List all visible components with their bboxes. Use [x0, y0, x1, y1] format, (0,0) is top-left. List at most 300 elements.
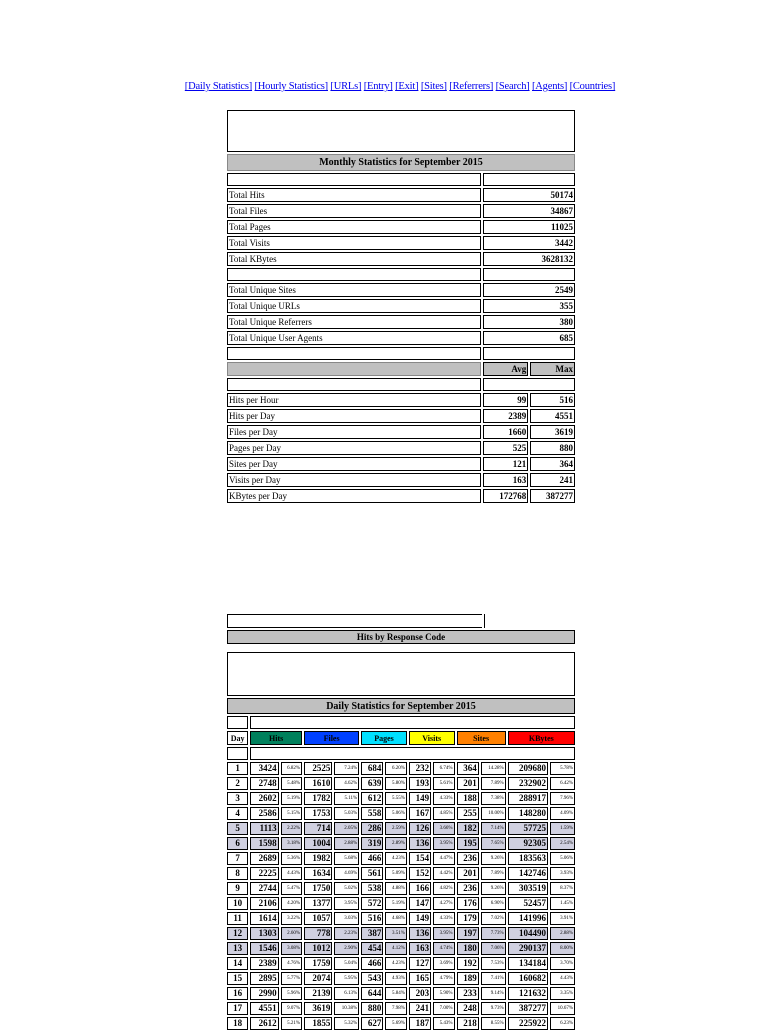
- count-cell: 142746: [508, 867, 548, 880]
- count-cell: 201: [457, 777, 479, 790]
- table-row: [227, 792, 575, 805]
- percent-cell: 5.95%: [334, 972, 359, 985]
- count-cell: 543: [361, 972, 383, 985]
- percent-cell: 4.68%: [385, 912, 406, 925]
- stat-avg: 121: [483, 457, 528, 471]
- count-cell: 684: [361, 762, 383, 775]
- percent-cell: 5.03%: [334, 807, 359, 820]
- percent-cell: 2.23%: [334, 927, 359, 940]
- column-header: KBytes: [508, 731, 575, 745]
- header-blank-cell: [227, 110, 575, 152]
- percent-cell: 4.42%: [433, 867, 454, 880]
- count-cell: 558: [361, 807, 383, 820]
- count-cell: 2525: [304, 762, 332, 775]
- stat-row: [227, 220, 575, 234]
- summary-title: Monthly Statistics for September 2015: [227, 154, 575, 171]
- percent-cell: 3.35%: [550, 987, 575, 1000]
- stat-value: 3442: [483, 236, 575, 250]
- day-cell: 15: [227, 972, 248, 985]
- nav-link[interactable]: [Entry]: [363, 81, 393, 92]
- count-cell: 1750: [304, 882, 332, 895]
- stat-label: Total Unique Referrers: [227, 315, 481, 329]
- count-cell: 152: [409, 867, 431, 880]
- day-cell: 14: [227, 957, 248, 970]
- count-cell: 126: [409, 822, 431, 835]
- percent-cell: 9.73%: [481, 1002, 506, 1015]
- nav-link[interactable]: [Countries]: [569, 81, 616, 92]
- table-row: [227, 807, 575, 820]
- count-cell: 248: [457, 1002, 479, 1015]
- count-cell: 163: [409, 942, 431, 955]
- count-cell: 104490: [508, 927, 548, 940]
- percent-cell: 4.62%: [334, 777, 359, 790]
- monthly-summary-table: [225, 108, 577, 505]
- day-cell: 8: [227, 867, 248, 880]
- nav-link[interactable]: [Daily Statistics]: [184, 81, 253, 92]
- percent-cell: 9.26%: [481, 882, 506, 895]
- avg-header: Avg: [483, 362, 528, 376]
- count-cell: 176: [457, 897, 479, 910]
- count-cell: 2895: [250, 972, 278, 985]
- count-cell: 52457: [508, 897, 548, 910]
- percent-cell: 7.89%: [481, 777, 506, 790]
- percent-cell: 7.98%: [385, 1002, 406, 1015]
- percent-cell: 3.51%: [385, 927, 406, 940]
- blank-header-cell: [227, 362, 481, 376]
- count-cell: 286: [361, 822, 383, 835]
- stat-row: [227, 204, 575, 218]
- nav-link[interactable]: [Hourly Statistics]: [254, 81, 328, 92]
- percent-cell: 5.09%: [385, 867, 406, 880]
- table-row: [227, 942, 575, 955]
- count-cell: 644: [361, 987, 383, 1000]
- stat-value: 2549: [483, 283, 575, 297]
- percent-cell: 4.82%: [433, 882, 454, 895]
- percent-cell: 5.77%: [281, 972, 302, 985]
- nav-link[interactable]: [URLs]: [330, 81, 362, 92]
- count-cell: 1782: [304, 792, 332, 805]
- percent-cell: 3.03%: [334, 912, 359, 925]
- stat-value: 34867: [483, 204, 575, 218]
- stat-label: Sites per Day: [227, 457, 481, 471]
- percent-cell: 5.19%: [385, 897, 406, 910]
- percent-cell: 4.93%: [385, 972, 406, 985]
- count-cell: 612: [361, 792, 383, 805]
- percent-cell: 5.96%: [281, 987, 302, 1000]
- table-row: [227, 987, 575, 1000]
- percent-cell: 5.02%: [334, 882, 359, 895]
- percent-cell: 5.90%: [433, 987, 454, 1000]
- count-cell: 2389: [250, 957, 278, 970]
- percent-cell: 5.78%: [550, 762, 575, 775]
- count-cell: 1303: [250, 927, 278, 940]
- stat-label: Total Unique URLs: [227, 299, 481, 313]
- count-cell: 121632: [508, 987, 548, 1000]
- count-cell: 197: [457, 927, 479, 940]
- count-cell: 538: [361, 882, 383, 895]
- count-cell: 3619: [304, 1002, 332, 1015]
- stat-label: Total Unique User Agents: [227, 331, 481, 345]
- count-cell: 778: [304, 927, 332, 940]
- count-cell: 290137: [508, 942, 548, 955]
- day-cell: 1: [227, 762, 248, 775]
- percent-cell: 7.65%: [481, 837, 506, 850]
- count-cell: 147: [409, 897, 431, 910]
- count-cell: 1610: [304, 777, 332, 790]
- percent-cell: 3.95%: [334, 897, 359, 910]
- stat-row: [227, 236, 575, 250]
- count-cell: 880: [361, 1002, 383, 1015]
- stat-avg: 2389: [483, 409, 528, 423]
- blank-row: [227, 173, 575, 186]
- count-cell: 195: [457, 837, 479, 850]
- percent-cell: 5.19%: [281, 792, 302, 805]
- blank-row: [227, 716, 575, 729]
- count-cell: 2612: [250, 1017, 278, 1030]
- count-cell: 2074: [304, 972, 332, 985]
- nav-link[interactable]: [Agents]: [532, 81, 568, 92]
- percent-cell: 2.54%: [550, 837, 575, 850]
- response-code-table: [225, 612, 577, 646]
- response-code-title: Hits by Response Code: [227, 630, 575, 644]
- day-cell: 2: [227, 777, 248, 790]
- percent-cell: 5.55%: [385, 792, 406, 805]
- day-cell: 7: [227, 852, 248, 865]
- percent-cell: 4.27%: [433, 897, 454, 910]
- percent-cell: 2.88%: [334, 837, 359, 850]
- count-cell: 166: [409, 882, 431, 895]
- count-cell: 188: [457, 792, 479, 805]
- count-cell: 241: [409, 1002, 431, 1015]
- stat-max: 387277: [530, 489, 575, 503]
- percent-cell: 9.14%: [481, 987, 506, 1000]
- blank-cell: [227, 747, 248, 760]
- percent-cell: 3.18%: [281, 837, 302, 850]
- stat-row: [227, 409, 575, 423]
- count-cell: 1982: [304, 852, 332, 865]
- stat-row: [227, 283, 575, 297]
- percent-cell: 1.45%: [550, 897, 575, 910]
- stat-max: 3619: [530, 425, 575, 439]
- daily-title-row: [227, 698, 575, 714]
- stat-label: Hits per Hour: [227, 393, 481, 407]
- stat-value: 11025: [483, 220, 575, 234]
- count-cell: 179: [457, 912, 479, 925]
- stat-label: Files per Day: [227, 425, 481, 439]
- percent-cell: 2.59%: [385, 822, 406, 835]
- count-cell: 218: [457, 1017, 479, 1030]
- percent-cell: 10.67%: [550, 1002, 575, 1015]
- percent-cell: 6.74%: [433, 762, 454, 775]
- max-header: Max: [530, 362, 575, 376]
- nav-link[interactable]: [Search]: [495, 81, 530, 92]
- count-cell: 4551: [250, 1002, 278, 1015]
- day-cell: 11: [227, 912, 248, 925]
- table-row: [227, 777, 575, 790]
- count-cell: 319: [361, 837, 383, 850]
- percent-cell: 5.61%: [433, 777, 454, 790]
- count-cell: 2602: [250, 792, 278, 805]
- percent-cell: 5.47%: [281, 882, 302, 895]
- count-cell: 193: [409, 777, 431, 790]
- percent-cell: 4.20%: [281, 897, 302, 910]
- stat-max: 4551: [530, 409, 575, 423]
- percent-cell: 5.80%: [385, 777, 406, 790]
- day-cell: 3: [227, 792, 248, 805]
- count-cell: 180: [457, 942, 479, 955]
- blank-row: [227, 347, 575, 360]
- percent-cell: 4.85%: [433, 807, 454, 820]
- daily-title: Daily Statistics for September 2015: [227, 698, 575, 714]
- count-cell: 182: [457, 822, 479, 835]
- column-header: Hits: [250, 731, 302, 745]
- count-cell: 516: [361, 912, 383, 925]
- count-cell: 148280: [508, 807, 548, 820]
- day-cell: 9: [227, 882, 248, 895]
- percent-cell: 2.90%: [334, 942, 359, 955]
- percent-cell: 5.36%: [281, 852, 302, 865]
- stat-row: [227, 252, 575, 266]
- count-cell: 160682: [508, 972, 548, 985]
- count-cell: 149: [409, 792, 431, 805]
- percent-cell: 7.24%: [334, 762, 359, 775]
- blank-cell: [227, 378, 481, 391]
- count-cell: 2225: [250, 867, 278, 880]
- count-cell: 466: [361, 957, 383, 970]
- percent-cell: 7.02%: [481, 912, 506, 925]
- stat-value: 355: [483, 299, 575, 313]
- day-cell: 4: [227, 807, 248, 820]
- day-cell: 18: [227, 1017, 248, 1030]
- count-cell: 236: [457, 852, 479, 865]
- count-cell: 572: [361, 897, 383, 910]
- percent-cell: 5.06%: [550, 852, 575, 865]
- percent-cell: 3.91%: [550, 912, 575, 925]
- percent-cell: 3.22%: [281, 912, 302, 925]
- count-cell: 154: [409, 852, 431, 865]
- count-cell: 3424: [250, 762, 278, 775]
- percent-cell: 3.70%: [550, 957, 575, 970]
- count-cell: 232: [409, 762, 431, 775]
- stat-row: [227, 188, 575, 202]
- percent-cell: 8.55%: [481, 1017, 506, 1030]
- percent-cell: 7.53%: [481, 957, 506, 970]
- count-cell: 136: [409, 927, 431, 940]
- percent-cell: 7.89%: [481, 867, 506, 880]
- percent-cell: 5.06%: [385, 807, 406, 820]
- stat-row: [227, 457, 575, 471]
- percent-cell: 8.37%: [550, 882, 575, 895]
- count-cell: 189: [457, 972, 479, 985]
- stat-row: [227, 315, 575, 329]
- percent-cell: 7.06%: [481, 942, 506, 955]
- percent-cell: 6.20%: [385, 762, 406, 775]
- day-cell: 6: [227, 837, 248, 850]
- day-cell: 5: [227, 822, 248, 835]
- stat-row: [227, 441, 575, 455]
- count-cell: 209680: [508, 762, 548, 775]
- summary-title-row: [227, 154, 575, 171]
- percent-cell: 3.93%: [550, 867, 575, 880]
- count-cell: 1377: [304, 897, 332, 910]
- count-cell: 454: [361, 942, 383, 955]
- blank-row: [227, 747, 575, 760]
- percent-cell: 14.28%: [481, 762, 506, 775]
- stat-label: Total Files: [227, 204, 481, 218]
- percent-cell: 7.41%: [481, 972, 506, 985]
- avg-max-header-row: [227, 362, 575, 376]
- percent-cell: 4.43%: [281, 867, 302, 880]
- count-cell: 2744: [250, 882, 278, 895]
- percent-cell: 5.21%: [281, 1017, 302, 1030]
- count-cell: 141996: [508, 912, 548, 925]
- count-cell: 1012: [304, 942, 332, 955]
- count-cell: 561: [361, 867, 383, 880]
- count-cell: 639: [361, 777, 383, 790]
- stat-row: [227, 473, 575, 487]
- count-cell: 466: [361, 852, 383, 865]
- stat-label: KBytes per Day: [227, 489, 481, 503]
- blank-cell: [483, 347, 575, 360]
- count-cell: 1753: [304, 807, 332, 820]
- blank-cell: [484, 614, 575, 628]
- stat-row: [227, 489, 575, 503]
- count-cell: 232902: [508, 777, 548, 790]
- count-cell: 233: [457, 987, 479, 1000]
- count-cell: 187: [409, 1017, 431, 1030]
- day-cell: 10: [227, 897, 248, 910]
- count-cell: 236: [457, 882, 479, 895]
- percent-cell: 7.14%: [481, 822, 506, 835]
- table-row: [227, 822, 575, 835]
- percent-cell: 9.07%: [281, 1002, 302, 1015]
- percent-cell: 3.66%: [433, 822, 454, 835]
- count-cell: 136: [409, 837, 431, 850]
- percent-cell: 4.43%: [550, 972, 575, 985]
- percent-cell: 4.12%: [385, 942, 406, 955]
- percent-cell: 5.04%: [334, 957, 359, 970]
- day-cell: 12: [227, 927, 248, 940]
- percent-cell: 5.11%: [334, 792, 359, 805]
- percent-cell: 4.74%: [433, 942, 454, 955]
- column-header: Sites: [457, 731, 506, 745]
- stat-label: Total Pages: [227, 220, 481, 234]
- count-cell: 364: [457, 762, 479, 775]
- column-header: Files: [304, 731, 359, 745]
- percent-cell: 2.05%: [334, 822, 359, 835]
- count-cell: 1759: [304, 957, 332, 970]
- percent-cell: 6.13%: [334, 987, 359, 1000]
- percent-cell: 5.48%: [281, 777, 302, 790]
- percent-cell: 3.69%: [433, 957, 454, 970]
- stat-label: Pages per Day: [227, 441, 481, 455]
- column-header: Visits: [409, 731, 455, 745]
- blank-row: [227, 378, 575, 391]
- table-row: [227, 867, 575, 880]
- nav-link[interactable]: [Sites]: [420, 81, 447, 92]
- blank-cell: [250, 716, 575, 729]
- count-cell: 288917: [508, 792, 548, 805]
- percent-cell: 5.43%: [433, 1017, 454, 1030]
- table-row: [227, 912, 575, 925]
- stat-label: Visits per Day: [227, 473, 481, 487]
- count-cell: 127: [409, 957, 431, 970]
- count-cell: 627: [361, 1017, 383, 1030]
- percent-cell: 4.23%: [385, 957, 406, 970]
- count-cell: 1004: [304, 837, 332, 850]
- count-cell: 387: [361, 927, 383, 940]
- count-cell: 134184: [508, 957, 548, 970]
- table-row: [227, 927, 575, 940]
- count-cell: 1634: [304, 867, 332, 880]
- blank-cell: [483, 173, 575, 186]
- percent-cell: 4.69%: [334, 867, 359, 880]
- stat-max: 880: [530, 441, 575, 455]
- stat-label: Total KBytes: [227, 252, 481, 266]
- column-header: Pages: [361, 731, 407, 745]
- percent-cell: 3.95%: [433, 837, 454, 850]
- nav-link[interactable]: [Exit]: [395, 81, 419, 92]
- count-cell: 303519: [508, 882, 548, 895]
- percent-cell: 6.82%: [281, 762, 302, 775]
- percent-cell: 10.38%: [334, 1002, 359, 1015]
- count-cell: 2990: [250, 987, 278, 1000]
- table-row: [227, 957, 575, 970]
- stat-max: 516: [530, 393, 575, 407]
- stat-row: [227, 299, 575, 313]
- stat-value: 380: [483, 315, 575, 329]
- percent-cell: 1.59%: [550, 822, 575, 835]
- nav-bar: [0, 81, 768, 92]
- count-cell: 201: [457, 867, 479, 880]
- percent-cell: 4.76%: [281, 957, 302, 970]
- count-cell: 57725: [508, 822, 548, 835]
- count-cell: 1855: [304, 1017, 332, 1030]
- stat-value: 50174: [483, 188, 575, 202]
- stat-avg: 163: [483, 473, 528, 487]
- blank-cell: [227, 173, 481, 186]
- table-row: [227, 1002, 575, 1015]
- count-cell: 1546: [250, 942, 278, 955]
- percent-cell: 4.47%: [433, 852, 454, 865]
- count-cell: 2748: [250, 777, 278, 790]
- blank-cell: [227, 347, 481, 360]
- table-row: [227, 852, 575, 865]
- daily-stats-table: [225, 650, 577, 1032]
- percent-cell: 2.88%: [550, 927, 575, 940]
- percent-cell: 2.89%: [385, 837, 406, 850]
- percent-cell: 7.38%: [481, 792, 506, 805]
- nav-link[interactable]: [Referrers]: [449, 81, 494, 92]
- percent-cell: 4.79%: [433, 972, 454, 985]
- blank-cell: [483, 268, 575, 281]
- count-cell: 387277: [508, 1002, 548, 1015]
- percent-cell: 6.23%: [550, 1017, 575, 1030]
- stat-avg: 172768: [483, 489, 528, 503]
- percent-cell: 5.32%: [334, 1017, 359, 1030]
- percent-cell: 5.69%: [385, 1017, 406, 1030]
- percent-cell: 4.09%: [550, 807, 575, 820]
- day-cell: 16: [227, 987, 248, 1000]
- stat-label: Hits per Day: [227, 409, 481, 423]
- count-cell: 2586: [250, 807, 278, 820]
- blank-row: [227, 268, 575, 281]
- count-cell: 714: [304, 822, 332, 835]
- percent-cell: 5.68%: [334, 852, 359, 865]
- blank-cell: [483, 378, 575, 391]
- percent-cell: 4.33%: [433, 912, 454, 925]
- blank-cell: [227, 716, 248, 729]
